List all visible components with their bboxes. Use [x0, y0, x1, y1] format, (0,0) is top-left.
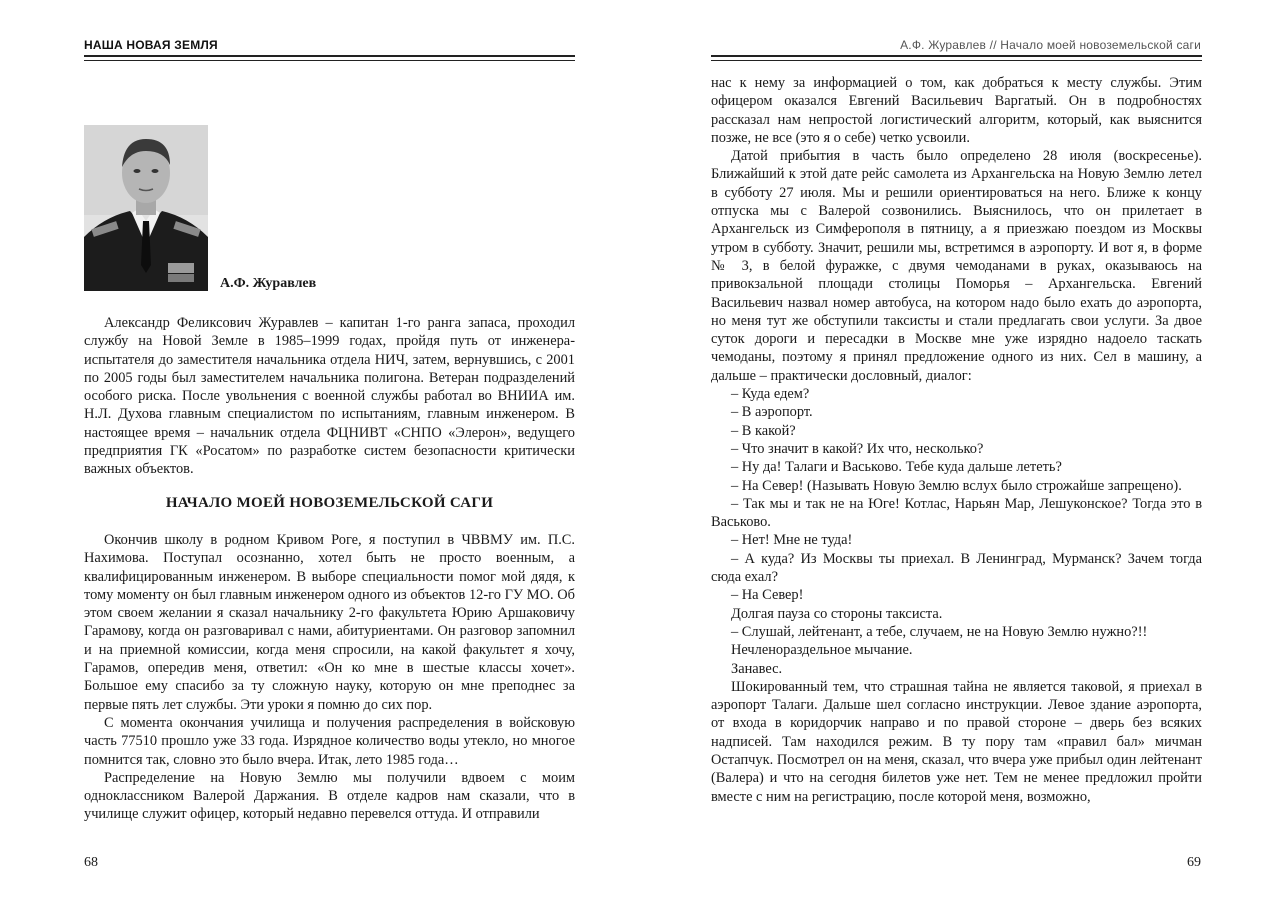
bio-paragraph: Александр Феликсович Журавлев – капитан 1-го ранга запаса, проходил службу на Новой Земле в 1985–1999 годах, пройдя путь от инженера-испытателя до заместителя начальника отдела НИЧ, затем, вернувшись, с 2001 по 2005 годы был заместителем начальника полигона. Ветеран подразделений особого риска. После увольнения с военной службы работал во ВНИИА им. Н.Л. Духова главным специалистом по испытаниям, главным инженером. В настоящее время – начальник отдела ФЦНИВТ «СНПО «Элерон», ведущего предприятия ГК «Росатом» по разработке систем безопасности критически важных объектов. [84, 315, 575, 478]
page-number: 69 [1187, 855, 1201, 870]
running-head: А.Ф. Журавлев // Начало моей новоземельской саги [900, 38, 1201, 52]
body-paragraph: С момента окончания училища и получения распределения в войсковую часть 77510 прошло уже 33 года. Изрядное количество воды утекло, но многое помнится так, словно это было вчера. Итак, лето 1985 года… [84, 714, 575, 768]
chapter-title: НАЧАЛО МОЕЙ НОВОЗЕМЕЛЬСКОЙ САГИ [165, 495, 494, 511]
body-paragraph: – Нет! Мне не туда! [731, 532, 853, 549]
author-photo [84, 125, 208, 291]
header-rule [711, 55, 1202, 61]
body-paragraph: Окончив школу в родном Кривом Роге, я поступил в ЧВВМУ им. П.С. Нахимова. Поступал осознанно, хотел быть не просто военным, а квалифицированным инженером. В выборе специальности помог мой дядя, к тому моменту он был главным инженером одного из объектов 12-го ГУ МО. Об этом своем желании я сказал начальнику 2-го факультета Юрию Аршаковичу Гарамову, когда он разговаривал с нами, абитуриентами. Он разговор запомнил и на приемной комиссии, когда меня спросили, на какой факультет я хочу, Гарамов, опередив меня, ответил: «Он ко мне в шестые классы хочет». Большое ему спасибо за ту сложную науку, которую он мне преподнес за первые пять лет службы. Эти уроки я помню до сих пор. [84, 532, 575, 713]
body-paragraph: – Так мы и так не на Юге! Котлас, Нарьян Мар, Лешуконское? Тогда это в Васьково. [711, 495, 1202, 531]
right-body-text [711, 74, 1202, 806]
page-number: 68 [84, 855, 98, 870]
right-page [645, 0, 1285, 907]
left-body-text [84, 531, 575, 824]
body-paragraph: Занавес. [731, 660, 783, 677]
left-page [0, 0, 640, 907]
body-paragraph: – Ну да! Талаги и Васьково. Тебе куда дальше лететь? [731, 459, 1062, 476]
photo-caption: А.Ф. Журавлев [220, 276, 317, 291]
body-paragraph: – На Север! [731, 587, 804, 604]
body-paragraph: – А куда? Из Москвы ты приехал. В Ленинград, Мурманск? Зачем тогда сюда ехал? [711, 550, 1202, 586]
body-paragraph: Долгая пауза со стороны таксиста. [731, 605, 943, 622]
body-paragraph: – На Север! (Называть Новую Землю вслух было строжайше запрещено). [731, 477, 1182, 494]
running-head: НАША НОВАЯ ЗЕМЛЯ [84, 38, 218, 52]
body-paragraph: – В аэропорт. [731, 404, 813, 421]
body-paragraph: – В какой? [731, 422, 796, 439]
body-paragraph: Распределение на Новую Землю мы получили вдвоем с моим одноклассником Валерой Даржания. В отделе кадров нам сказали, что в училище служит офицер, который недавно перевелся оттуда. И отправили [84, 769, 575, 823]
body-paragraph: – Куда едем? [731, 386, 810, 403]
body-paragraph: – Что значит в какой? Их что, несколько? [731, 440, 984, 457]
body-paragraph: Нечленораздельное мычание. [731, 642, 913, 659]
body-paragraph: Шокированный тем, что страшная тайна не является таковой, я приехал в аэропорт Талаги. Дальше шел согласно инструкции. Левое здание аэропорта, от входа в коридорчик направо и по правой стороне – дверь без всяких надписей. Там находился режим. В ту пору там «правил бал» мичман Остапчук. Посмотрел он на меня, сказал, что вчера уже прибыл один лейтенант (Валера) и что на сегодня билетов уже нет. Тем не менее предложил пройти вместе с ним на регистрацию, после которой меня, возможно, [711, 678, 1202, 805]
body-paragraph: – Слушай, лейтенант, а тебе, случаем, не на Новую Землю нужно?!! [731, 623, 1148, 640]
body-paragraph: нас к нему за информацией о том, как добраться к месту службы. Этим офицером оказался Евгений Васильевич Варгатый. Он в подробностях рассказал нам непростой логистический алгоритм, который, как выяснится позже, не все (это я о себе) четко усвоили. [711, 75, 1202, 146]
header-rule [84, 55, 575, 61]
portrait-image [84, 125, 208, 291]
author-bio [84, 314, 575, 479]
body-paragraph: Датой прибытия в часть было определено 28 июля (воскресенье). Ближайший к этой дате рейс самолета из Архангельска на Новую Землю летел в субботу 27 июля. Мы и решили ориентироваться на него. Ближе к концу отпуска мы с Валерой созвонились. Выяснилось, что он прилетает в Архангельск из Симферополя в пятницу, а я приезжаю поездом из Москвы утром в субботу. Значит, решили мы, встретимся в аэропорту. И вот я, в форме № 3, в белой фуражке, с двумя чемоданами в руках, оказываюсь на привокзальной площади столицы Поморья – Архангельска. Евгений Васильевич назвал номер автобуса, на котором надо было ехать до аэропорта, но меня тут же обступили таксисты и стали предлагать свои услуги. За двое суток дороги и пересадки в Москве мне уже изрядно надоело таскать чемоданы, поэтому я принял предложение одного из них. Сел в машину, а дальше – практически дословный, диалог: [711, 148, 1202, 384]
